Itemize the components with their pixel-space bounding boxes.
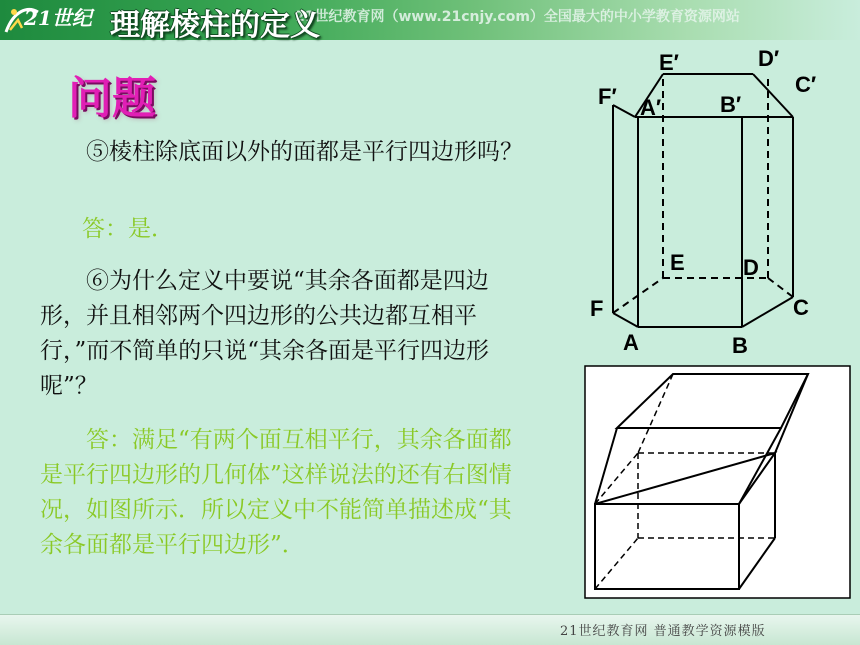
label-A-prime: A′ [640, 95, 662, 120]
label-D: D [743, 255, 759, 280]
label-B-prime: B′ [720, 92, 742, 117]
label-C: C [793, 295, 809, 320]
answer-5: 答：是． [82, 216, 174, 242]
answer-6: 答：满足“有两个面互相平行，其余各面都是平行四边形的几何体”这样说法的还有右图情况，如图所示．所以定义中不能简单描述成“其余各面都是平行四边形”． [40, 427, 512, 558]
question-6: ⑥为什么定义中要说“其余各面都是四边形，并且相邻两个四边形的公共边都互相平行，”而不简单的只说“其余各面是平行四边形呢”？ [40, 268, 490, 399]
label-D-prime: D′ [758, 46, 780, 71]
slide-title: 理解棱柱的定义 [110, 8, 320, 43]
footer-text: 21世纪教育网 普通教学资源模版 [560, 624, 766, 639]
logo-text: 21世纪 [24, 6, 92, 30]
label-E: E [670, 250, 685, 275]
label-F-prime: F′ [598, 84, 617, 109]
label-E-prime: E′ [659, 50, 679, 75]
label-F: F [590, 296, 604, 321]
counterexample-figure [585, 366, 850, 598]
label-B: B [732, 333, 748, 358]
prism-visible-edges [613, 105, 793, 327]
question-5: ⑤棱柱除底面以外的面都是平行四边形吗？ [86, 139, 523, 165]
header-watermark: 21世纪教育网（www.21cnjy.com）全国最大的中小学教育资源网站 [295, 9, 740, 25]
figures [575, 40, 860, 600]
section-label: 问题 [68, 73, 156, 124]
counterexample-frame [585, 366, 850, 598]
label-C-prime: C′ [795, 72, 817, 97]
label-A: A [623, 330, 639, 355]
